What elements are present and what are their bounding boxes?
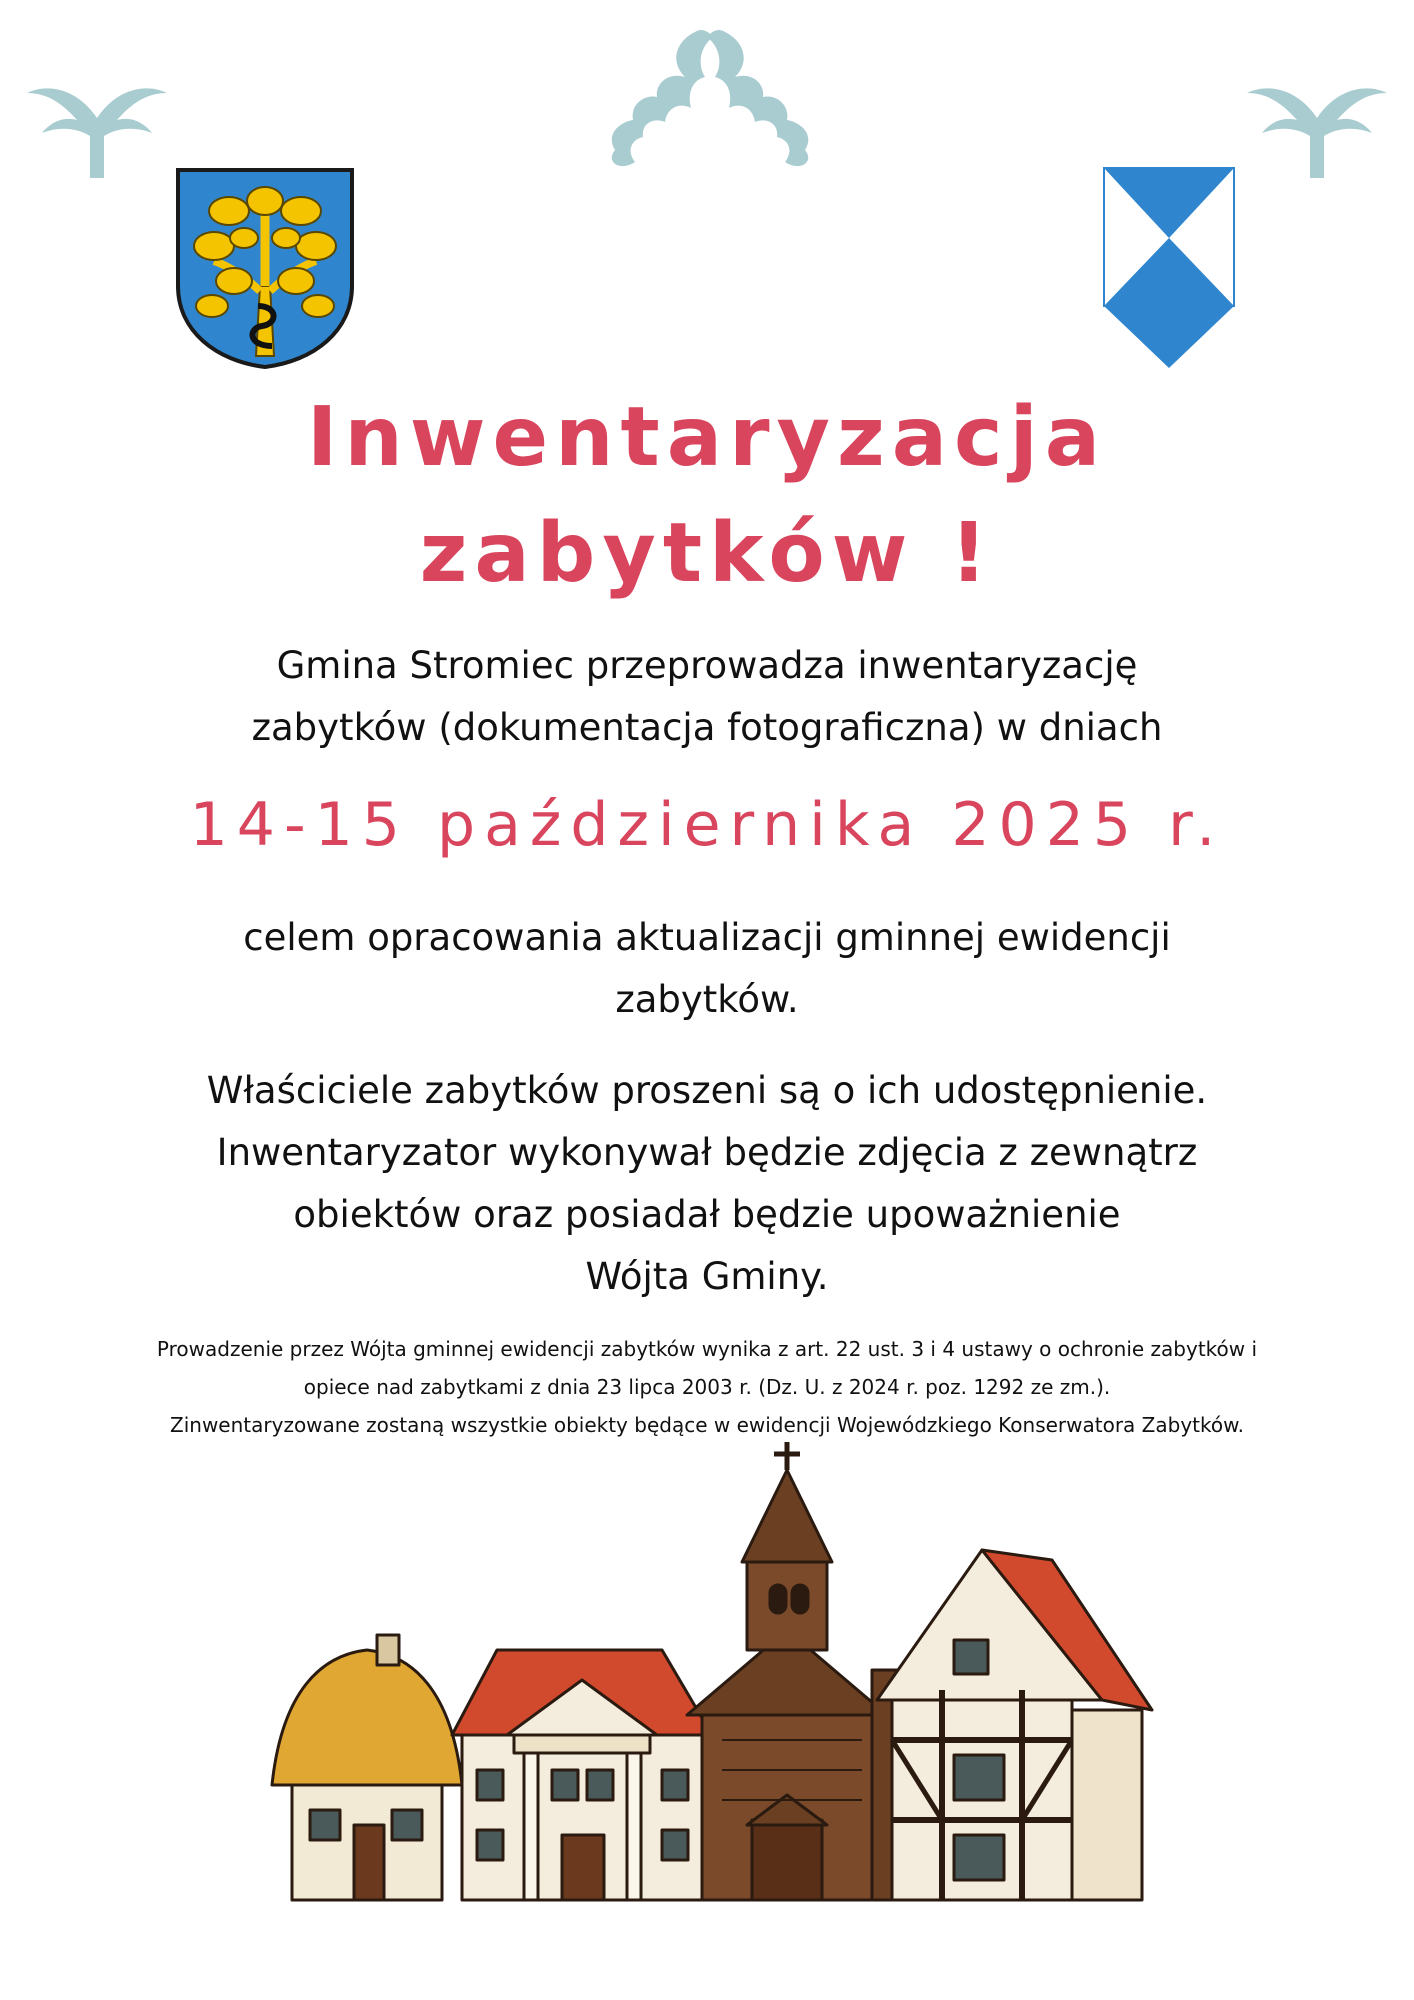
floral-ornament-right-icon [1242, 78, 1392, 178]
legal-line-3: Zinwentaryzowane zostaną wszystkie obiekty będące w ewidencji Wojewódzkiego Konserwatora Zabytków. [170, 1413, 1244, 1437]
gmina-coat-of-arms-icon [174, 166, 356, 371]
purpose-line-2: zabytków. [615, 978, 799, 1021]
floral-ornament-left-icon [22, 78, 172, 178]
event-date: 14-15 października 2025 r. [189, 790, 1225, 860]
owners-line-3: obiektów oraz posiadał będzie upoważnienie [293, 1193, 1121, 1236]
legal-note [0, 1330, 1414, 1444]
intro-line-2: zabytków (dokumentacja fotograficzna) w dniach [251, 706, 1163, 749]
intro-paragraph [0, 635, 1414, 759]
owners-line-4: Wójta Gminy. [585, 1255, 829, 1298]
page-title [0, 380, 1414, 612]
purpose-line-1: celem opracowania aktualizacji gminnej ewidencji [243, 916, 1171, 959]
legal-line-2: opiece nad zabytkami z dnia 23 lipca 2003 r. (Dz. U. z 2024 r. poz. 1292 ze zm.). [303, 1375, 1111, 1399]
owners-line-1: Właściciele zabytków proszeni są o ich udostępnienie. [206, 1069, 1208, 1112]
title-line-2: zabytków ! [419, 506, 995, 601]
purpose-paragraph [0, 907, 1414, 1031]
owners-line-2: Inwentaryzator wykonywał będzie zdjęcia z zewnątrz [216, 1131, 1198, 1174]
floral-ornament-center-icon [575, 22, 845, 172]
blue-checkered-shield-icon [1102, 166, 1236, 370]
legal-line-1: Prowadzenie przez Wójta gminnej ewidencji zabytków wynika z art. 22 ust. 3 i 4 ustawy o ochronie zabytków i [156, 1337, 1258, 1361]
historic-buildings-illustration [262, 1440, 1162, 1910]
title-line-1: Inwentaryzacja [306, 390, 1108, 485]
owners-paragraph [0, 1060, 1414, 1308]
intro-line-1: Gmina Stromiec przeprowadza inwentaryzację [276, 644, 1138, 687]
